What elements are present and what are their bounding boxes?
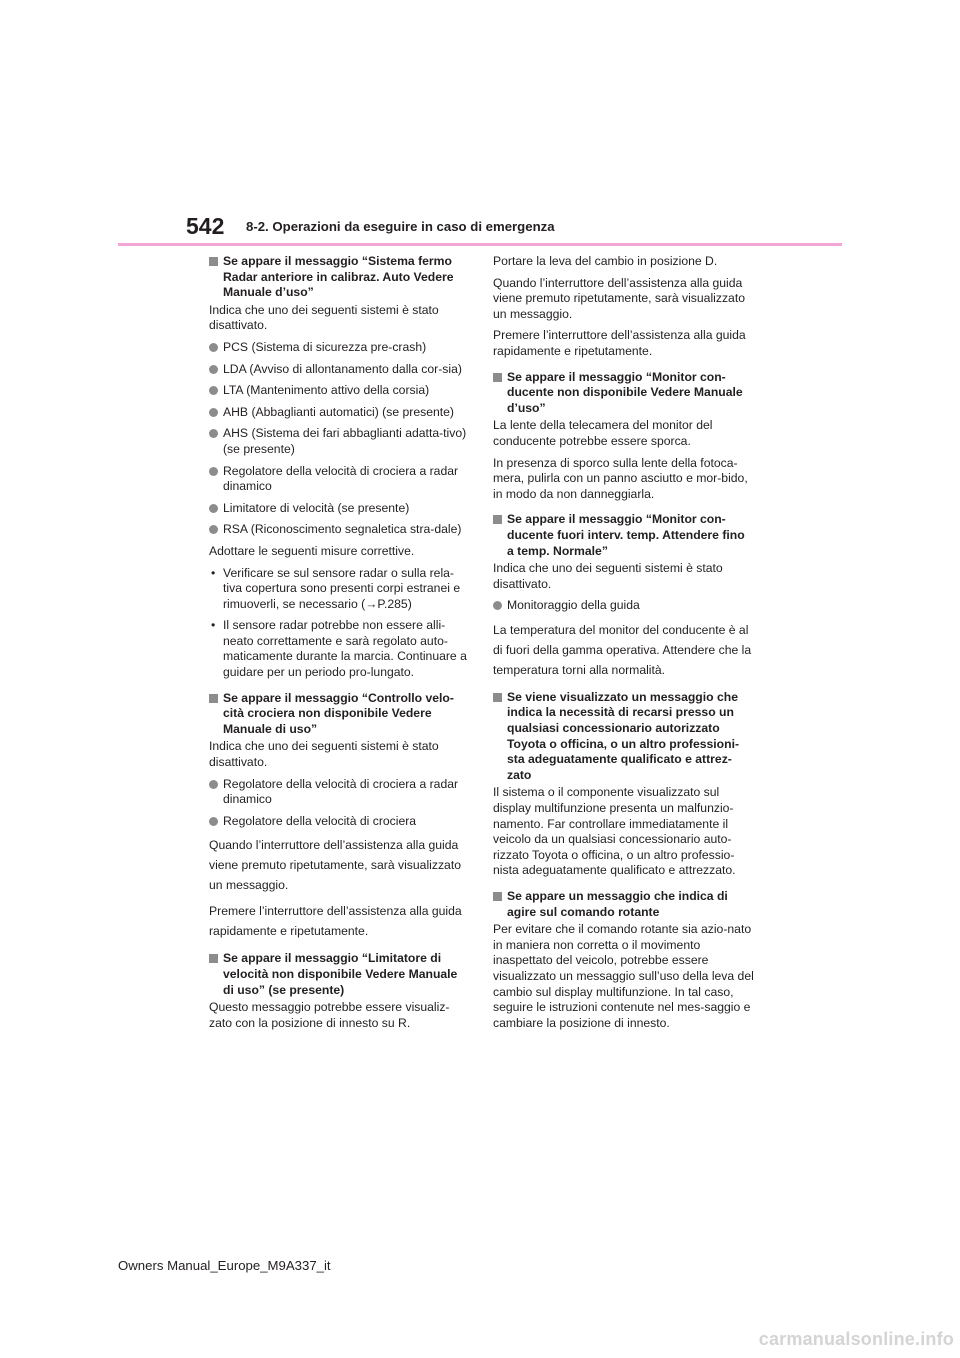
paragraph: Indica che uno dei seguenti sistemi è stato disattivato.: [493, 561, 723, 591]
square-bullet-icon: [493, 693, 502, 702]
paragraph: La temperatura del monitor del conducente è al di fuori della gamma operativa. Attendere che la temperatura torni alla normalità.: [493, 622, 752, 677]
circle-bullet-icon: [209, 365, 218, 374]
left-column: [209, 254, 470, 1037]
list-item: [209, 426, 470, 457]
circle-bullet-icon: [209, 429, 218, 438]
list-item: [209, 362, 470, 378]
circle-bullet-icon: [209, 343, 218, 352]
paragraph: Premere l’interruttore dell’assistenza alla guida rapidamente e ripetutamente.: [209, 904, 462, 939]
section-heading: [209, 691, 470, 738]
list-item-text: AHB (Abbaglianti automatici) (se presente): [223, 404, 454, 419]
dash-list-item: [209, 566, 470, 613]
heading-text: Se appare il messaggio “Limitatore di velocità non disponibile Vedere Manuale di uso” (se presente): [223, 951, 458, 997]
list-item-text: PCS (Sistema di sicurezza pre-crash): [223, 339, 427, 354]
square-bullet-icon: [209, 954, 218, 963]
paragraph: Questo messaggio potrebbe essere visualiz-zato con la posizione di innesto su R.: [209, 1000, 450, 1030]
square-bullet-icon: [493, 373, 502, 382]
section-title: 8-2. Operazioni da eseguire in caso di emergenza: [246, 219, 555, 234]
paragraph: Portare la leva del cambio in posizione D.: [493, 254, 718, 268]
heading-text: Se appare un messaggio che indica di agire sul comando rotante: [507, 889, 728, 919]
square-bullet-icon: [209, 257, 218, 266]
paragraph: Adottare le seguenti misure correttive.: [209, 543, 415, 558]
circle-bullet-icon: [209, 504, 218, 513]
paragraph: Quando l’interruttore dell’assistenza alla guida viene premuto ripetutamente, sarà visualizzato un messaggio.: [209, 838, 462, 893]
dash-bullet-icon: •: [211, 618, 216, 633]
list-item: [209, 464, 470, 495]
paragraph: In presenza di sporco sulla lente della fotoca-mera, pulirla con un panno asciutto e mor-bido, in modo da non danneggiarla.: [493, 455, 748, 501]
header-divider: [118, 243, 842, 246]
list-item-text: Monitoraggio della guida: [507, 598, 640, 613]
list-item-text: Regolatore della velocità di crociera a radar dinamico: [223, 463, 459, 494]
circle-bullet-icon: [209, 408, 218, 417]
section-heading: [493, 889, 754, 920]
footer-manual-id: Owners Manual_Europe_M9A337_it: [118, 1258, 331, 1273]
section-heading: [493, 690, 754, 784]
heading-text: Se appare il messaggio “Controllo velo-cità crociera non disponibile Vedere Manuale di uso”: [223, 690, 454, 736]
circle-bullet-icon: [209, 386, 218, 395]
list-item: [209, 383, 470, 399]
list-item-text: Verificare se sul sensore radar o sulla rela-tiva copertura sono presenti corpi estranei e rimuoverli, se necessario (→P.285): [223, 565, 461, 611]
list-item-text: Regolatore della velocità di crociera a radar dinamico: [223, 776, 459, 807]
section-heading: [209, 951, 470, 998]
square-bullet-icon: [493, 892, 502, 901]
list-item-text: Il sensore radar potrebbe non essere alli-neato correttamente e sarà regolato auto-maticamente durante la marcia. Continuare a guidare per un periodo pro-lungato.: [223, 618, 467, 680]
heading-text: Se viene visualizzato un messaggio che indica la necessità di recarsi presso un qualsiasi concessionario autorizzato Toyota o officina, o un altro professioni-sta adeguatamente qualificato e attrez-zato: [507, 689, 740, 782]
list-item: [209, 405, 470, 421]
dash-list-item: [209, 618, 470, 680]
paragraph: La lente della telecamera del monitor del conducente potrebbe essere sporca.: [493, 418, 713, 448]
heading-text: Se appare il messaggio “Sistema fermo Radar anteriore in calibraz. Auto Vedere Manuale d’uso”: [223, 254, 454, 300]
square-bullet-icon: [493, 515, 502, 524]
paragraph: Quando l’interruttore dell’assistenza alla guida viene premuto ripetutamente, sarà visualizzato un messaggio.: [493, 275, 746, 321]
right-column: [493, 254, 754, 1037]
list-item-text: RSA (Riconoscimento segnaletica stra-dale): [223, 522, 462, 537]
paragraph: Indica che uno dei seguenti sistemi è stato disattivato.: [209, 739, 439, 770]
list-item: [209, 814, 470, 830]
paragraph: Il sistema o il componente visualizzato sul display multifunzione presenta un malfunzio-namento. Far controllare immediatamente il veicolo da un qualsiasi concessionario auto-rizzato Toyota o officina, o un altro professio-nista adeguatamente qualificato e attrezzato.: [493, 785, 736, 878]
list-item-text: Limitatore di velocità (se presente): [223, 500, 410, 515]
list-item: [209, 777, 470, 808]
heading-text: Se appare il messaggio “Monitor con-ducente non disponibile Vedere Manuale d’uso”: [507, 369, 743, 415]
list-item: [493, 598, 754, 614]
list-item-text: LDA (Avviso di allontanamento dalla cor-sia): [223, 361, 462, 376]
watermark: [710, 1318, 960, 1358]
list-item: [209, 522, 470, 538]
circle-bullet-icon: [209, 467, 218, 476]
page-number: 542: [186, 213, 225, 239]
circle-bullet-icon: [493, 601, 502, 610]
circle-bullet-icon: [209, 780, 218, 789]
list-item-text: Regolatore della velocità di crociera: [223, 813, 417, 828]
watermark-text: carmanualsonline.info: [758, 1329, 954, 1349]
list-item: [209, 501, 470, 517]
paragraph: Per evitare che il comando rotante sia azio-nato in maniera non corretta o il movimento inaspettato del veicolo, potrebbe essere visualizzato un messaggio sull’uso della leva del cambio sul display multifunzione. In tal caso, seguire le istruzioni contenute nel mes-saggio e cambiare la posizione di innesto.: [493, 922, 754, 1030]
list-item-text: LTA (Mantenimento attivo della corsia): [223, 383, 430, 398]
dash-bullet-icon: •: [211, 565, 216, 580]
section-heading: [493, 370, 754, 417]
list-item-text: AHS (Sistema dei fari abbaglianti adatta-tivo) (se presente): [223, 426, 467, 456]
paragraph: Indica che uno dei seguenti sistemi è stato disattivato.: [209, 302, 439, 333]
heading-text: Se appare il messaggio “Monitor con-ducente fuori interv. temp. Attendere fino a temp. Normale”: [507, 512, 745, 558]
square-bullet-icon: [209, 694, 218, 703]
list-item: [209, 340, 470, 356]
paragraph: Premere l’interruttore dell’assistenza alla guida rapidamente e ripetutamente.: [493, 328, 746, 358]
circle-bullet-icon: [209, 817, 218, 826]
section-heading: [209, 254, 470, 301]
section-heading: [493, 512, 754, 559]
circle-bullet-icon: [209, 525, 218, 534]
